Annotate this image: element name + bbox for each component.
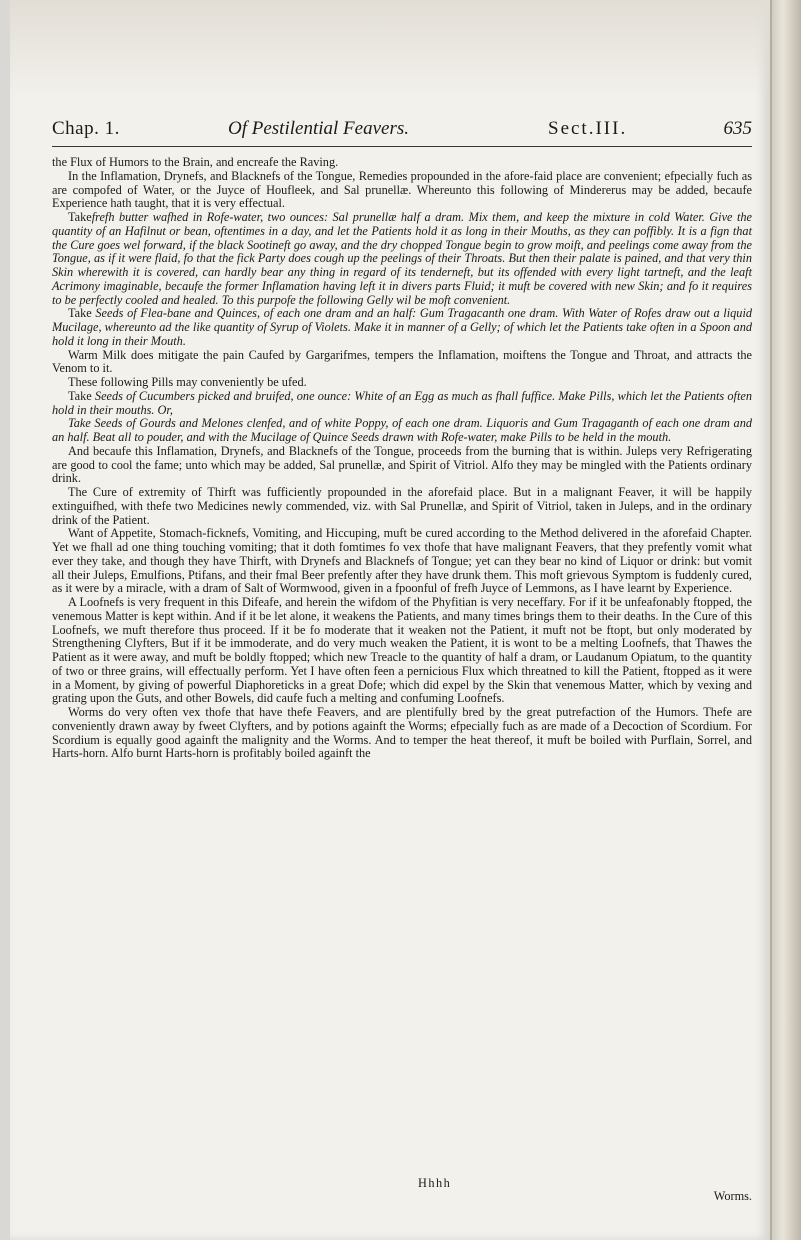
catchword: Worms.: [713, 1189, 752, 1203]
recipe-paragraph: Take Seeds of Gourds and Melones clenfed, and of white Poppy, of each one dram. Liquoris and Gum Tragaganth of each one dram and an half. Beat all to pouder, and with the Mucilage of Quince Seeds drawn with Rofe-water, make Pills to be held in the mouth.: [52, 416, 752, 444]
signature-mark: Hhhh: [418, 1176, 452, 1190]
paragraph: A Loofnefs is very frequent in this Difeafe, and herein the wifdom of the Phyfitian is very neceffary. For if it be unfeafonably ftopped, the venemous Matter is kept within. And if it be let alone, it weakens the Patients, and many times brings them to their deaths. In the Cure of this Loofnefs, we muft therefore thus proceed. If it be fo moderate that it weaken not the Patient, it muft not be ftopt, but only moderated by Strengthening Clyfters, But if it be immoderate, and do very much weaken the Patient, it is wont to be a melting Loofnefs, that Thawes the Patient as it were away, and muft be boldly ftopped; which new Treacle to the quantity of half a dram, or Laudanum Opiatum, to the quantity of two or three grains, will effectually perform. Yet I have often feen a pernicious Flux which threatned to kill the Patient, ftopped as it were in a Moment, by giving of powerful Diaphoreticks in a great Dofe; which did expel by the Skin that venemous Matter, which by vexing and grating upon the Guts, and other Bowels, did caufe fuch a melting and confuming Loofnefs.: [52, 595, 752, 706]
header-rule: [52, 146, 752, 147]
book-page: [10, 0, 772, 1240]
recipe-paragraph: Takefrefh butter wafhed in Rofe-water, two ounces: Sal prunellæ half a dram. Mix them, and keep the mixture in cold Water. Give the quantity of an Hafilnut or bean, oftentimes in a day, and let the Patients hold it as long in their Mouths, as they can poffibly. It is a fign that the Cure goes wel forward, if the black Sootineft go away, and the dry chopped Tongue begin to grow moift, and peelings come away from the Tongue, as if it were flaid, fo that the fick Party does cough up the peelings of their Throats. But then their palate is pained, and that very thin Skin wherewith it is covered, can hardly bear any thing in regard of its tenderneft, but its offended with every light tartneft, and the leaft Acrimony imaginable, becaufe the former Inflamation having left it in divers parts Fluid; it muft be covered with new Skin; and fo it requires to be perfectly cooled and healed. To this purpofe the following Gelly wil be moft convenient.: [52, 210, 752, 307]
paragraph: These following Pills may conveniently be ufed.: [68, 375, 307, 389]
paragraph: Worms do very often vex thofe that have thefe Feavers, and are plentifully bred by the great putrefaction of the Humors. Thefe are conveniently drawn away by fweet Clyfters, and by potions againft the Worms; efpecially fuch as are made of a Decoction of Scordium. For Scordium is equally good againft the malignity and the Worms. And to temper the heat thereof, it muft be boiled with Purflain, Sorrel, and Harts-horn. Alfo burnt Harts-horn is profitably boiled againft the: [52, 705, 752, 761]
recipe-paragraph: Take Seeds of Flea-bane and Quinces, of each one dram and an half: Gum Tragacanth one dram. With Water of Rofes draw out a liquid Mucilage, whereunto ad the like quantity of Syrup of Violets. Make it in manner of a Gelly; of which let the Patients take often in a Spoon and hold it long in their Mouth.: [52, 306, 753, 348]
paragraph: In the Inflamation, Drynefs, and Blacknefs of the Tongue, Remedies propounded in the afore-faid place are convenient; efpecially fuch as are compofed of Water, or the Juyce of Houfleek, and Sal prunellæ. Whereunto this following of Mindererus may be added, becaufe Experience hath taught, that it is very effectual.: [52, 168, 752, 211]
body-text: [52, 156, 752, 761]
paragraph: Want of Appetite, Stomach-ficknefs, Vomiting, and Hiccuping, muft be cured according to the Method delivered in the aforefaid Chapter. Yet we fhall ad one thing touching vomiting; that it doth fomtimes fo vex thofe that have malignant Feavers, that they prefently vomit what ever they take, and though they have Thirft, with Drynefs and Blacknefs of Tongue; yet can they bear no kind of Liquor or drink: but vomit all their Juleps, Emulfions, Ptifans, and their fmal Beer prefently after they have drunk them. This moft grievous Symptom is fuddenly cured, as it were by a miracle, with a dram of Salt of Wormwood, given in a fpoonful of frefh Juyce of Lemmons, as I have learnt by Experience.: [52, 526, 752, 596]
page-top-margin: [10, 0, 770, 100]
chapter-label: Chap. 1.: [52, 118, 120, 139]
paragraph: And becaufe this Inflamation, Drynefs, and Blacknefs of the Tongue, proceeds from the burning that is within. Juleps very Refrigerating are good to cool the fame; unto which may be added, Sal prunellæ, and Spirit of Vitriol. Alfo they may be mingled with the Patients ordinary drink.: [52, 443, 752, 486]
running-head: [52, 118, 752, 144]
recipe-paragraph: Take Seeds of Cucumbers picked and bruifed, one ounce: White of an Egg as much as fhall fuffice. Make Pills, which let the Patients often hold in their mouths. Or,: [52, 388, 752, 417]
running-title: Of Pestilential Feavers.: [228, 118, 409, 139]
paragraph: The Cure of extremity of Thirft was fufficiently propounded in the aforefaid place. But in a malignant Feaver, it will be happily extinguifhed, with thefe two Medicines newly commended, viz. with Sal Prunellæ, and Spirit of Vitriol, taken in Juleps, and in the ordinary drink of the Patient.: [52, 485, 752, 527]
paragraph: Warm Milk does mitigate the pain Caufed by Gargarifmes, tempers the Inflamation, moiftens the Tongue and Throat, and attracts the Venom to it.: [52, 347, 752, 376]
paragraph: the Flux of Humors to the Brain, and encreafe the Raving.: [52, 155, 339, 169]
section-label: Sect.III.: [548, 118, 628, 139]
book-gutter: [770, 0, 801, 1240]
page-number: 635: [723, 118, 752, 139]
